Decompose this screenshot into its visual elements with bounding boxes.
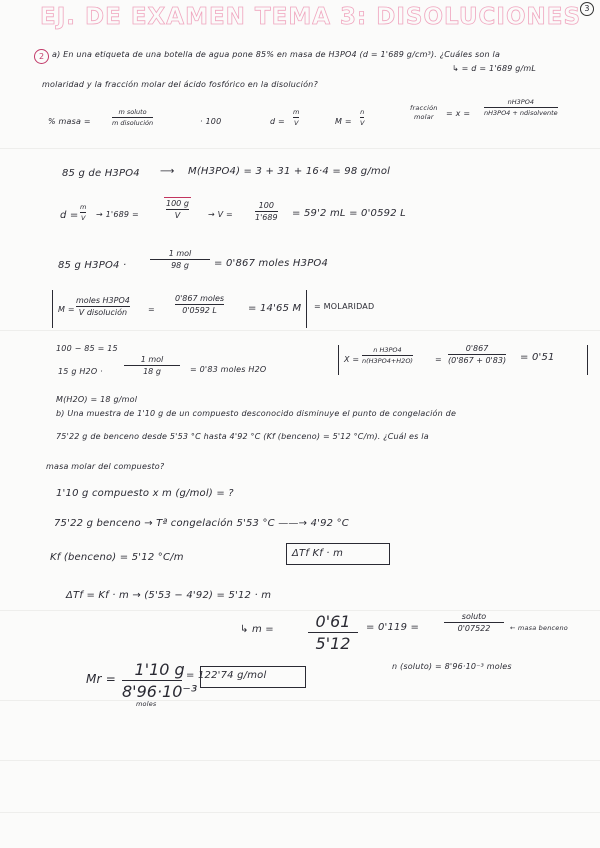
formula-x-den: nH3PO4 + ndisolvente	[484, 109, 558, 117]
formula-d-label: d =	[270, 117, 285, 126]
n-soluto: n (soluto) = 8'96·10⁻³ moles	[392, 662, 512, 671]
mr-label: Mr =	[86, 672, 116, 686]
formula-x-fraction	[484, 98, 558, 117]
step3-num: 1 mol	[168, 249, 192, 258]
step4-num2: 0'867 moles	[175, 294, 225, 303]
mr-result: = 122'74 g/mol	[186, 670, 267, 681]
eq2-arrow-label: ← masa benceno	[510, 624, 568, 632]
step1-right: M(H3PO4) = 3 + 31 + 16·4 = 98 g/mol	[188, 166, 391, 177]
molaridad-label: = MOLARIDAD	[314, 302, 375, 311]
part-b-statement-line1: b) Una muestra de 1'10 g de un compuesto desconocido disminuye el punto de congelación de	[56, 409, 457, 418]
step3-fraction	[150, 249, 210, 270]
formula-percent-label: % masa =	[48, 117, 91, 126]
step5-x-num: n H3PO4	[373, 346, 402, 354]
arrow-icon: ⟶	[160, 166, 175, 177]
ruled-line	[0, 700, 600, 701]
eq2-den: 5'12	[315, 634, 351, 653]
step5-x-den2: (0'867 + 0'83)	[448, 356, 507, 365]
ruled-line	[0, 812, 600, 813]
eq2-num: 0'61	[315, 612, 351, 631]
part-b-data3: Kf (benceno) = 5'12 °C/m	[50, 552, 184, 563]
step1-left: 85 g de H3PO4	[62, 168, 140, 179]
molarity-box-right	[306, 290, 307, 328]
formula-percent-num: m soluto	[118, 108, 147, 116]
formula-m-den: V	[360, 119, 365, 127]
step5-num: 1 mol	[140, 355, 164, 364]
formula-percent-fraction	[112, 108, 153, 127]
formula-percent-tail: · 100	[200, 117, 222, 126]
step3-result: = 0'867 moles H3PO4	[214, 258, 329, 269]
step4-m: M =	[58, 305, 75, 314]
formula-percent-den: m disolución	[112, 119, 154, 127]
step2-v: V	[80, 214, 86, 222]
step2-res-den: 1'689	[255, 213, 278, 222]
step4-fraction2	[175, 294, 224, 315]
ruled-line	[0, 148, 600, 149]
step4-eq: =	[148, 305, 155, 314]
step4-result: = 14'65 M	[248, 303, 302, 314]
part-a-statement-line1: a) En una etiqueta de una botella de agua pone 85% en masa de H3PO4 (d = 1'689 g/cm³). ¿Cuáles son la	[52, 50, 501, 59]
page-title: EJ. DE EXAMEN TEMA 3: DISOLUCIONES	[40, 4, 582, 30]
part-b-data2: 75'22 g benceno → Tª congelación 5'53 °C ——→ 4'92 °C	[54, 518, 349, 529]
problem-number: 2	[34, 49, 49, 64]
mr-num: 1'10 g	[134, 660, 185, 679]
boxed-formula-text: ΔTf Kf · m	[292, 548, 344, 559]
formula-x-label-bottom: molar	[414, 113, 434, 121]
step2-result-fraction	[255, 201, 278, 222]
step3-left: 85 g H3PO4 ·	[58, 260, 127, 271]
step4-den2: 0'0592 L	[182, 306, 217, 315]
formula-m-num: n	[360, 108, 365, 116]
step4-fraction	[76, 296, 130, 317]
part-b-eq1: ΔTf = Kf · m → (5'53 − 4'92) = 5'12 · m	[66, 590, 272, 601]
step4-den: V disolución	[78, 308, 128, 317]
eq2-prefix: ↳ m =	[240, 624, 274, 635]
step5-x-fraction	[362, 346, 413, 365]
eq2-den2: 0'07522	[457, 624, 491, 633]
step5-result: = 0'83 moles H2O	[190, 365, 267, 374]
page-number-mark: 3	[580, 2, 594, 16]
formula-d-den: V	[293, 119, 299, 127]
step5-x: X =	[344, 355, 360, 364]
step3-den: 98 g	[171, 261, 189, 270]
mr-den: 8'96·10⁻³	[122, 682, 198, 701]
step5-x-result: = 0'51	[520, 352, 555, 363]
part-a-density-note: ↳ = d = 1'689 g/mL	[452, 64, 537, 73]
step5-x-fraction2	[448, 344, 506, 365]
mr-den-unit: moles	[136, 700, 157, 708]
step5-den: 18 g	[143, 367, 161, 376]
formula-d-num: m	[293, 108, 300, 116]
step2-res-num: 100	[258, 201, 274, 210]
step5-m-h2o: M(H2O) = 18 g/mol	[56, 395, 138, 404]
ruled-line	[0, 760, 600, 761]
step2-d: d =	[60, 210, 79, 221]
ruled-line	[0, 610, 600, 611]
step5-fraction	[124, 355, 180, 376]
formula-x-label-top: fracción	[410, 104, 438, 112]
part-b-statement-line2: 75'22 g de benceno desde 5'53 °C hasta 4'92 °C (Kf (benceno) = 5'12 °C/m). ¿Cuál es la	[56, 432, 429, 441]
formula-x-eq: = x =	[446, 109, 471, 118]
step2-result: = 59'2 mL = 0'0592 L	[292, 208, 406, 219]
eq2-fraction	[308, 612, 358, 653]
step2-m: m	[80, 203, 87, 211]
part-b-data1: 1'10 g compuesto x m (g/mol) = ?	[56, 488, 234, 499]
step2-100g: 100 g	[166, 199, 189, 208]
formula-x-num: nH3PO4	[507, 98, 534, 106]
formula-d-fraction	[293, 108, 299, 127]
step5-x-eq: =	[435, 355, 442, 364]
step2-v2: V	[174, 211, 181, 220]
eq2-fraction2	[444, 612, 504, 633]
formula-m-fraction	[360, 108, 364, 127]
step5-left: 15 g H2O ·	[58, 367, 103, 376]
part-b-statement-line3: masa molar del compuesto?	[46, 462, 165, 471]
ruled-line	[0, 330, 600, 331]
step5-x-num2: 0'867	[465, 344, 489, 353]
step2-res-label: → V =	[208, 210, 233, 219]
step2-arrow: → 1'689 =	[96, 210, 139, 219]
step2-fraction-100	[164, 197, 191, 221]
step5-line1: 100 − 85 = 15	[56, 344, 118, 353]
part-a-statement-line2: molaridad y la fracción molar del ácido fosfórico en la disolución?	[42, 80, 318, 89]
formula-m-label: M =	[335, 117, 352, 126]
step4-num: moles H3PO4	[76, 296, 130, 305]
step5-x-den: n(H3PO4+H2O)	[362, 357, 413, 365]
eq2-num2: soluto	[461, 612, 487, 621]
eq2-eq: = 0'119 =	[366, 622, 420, 633]
step2-fraction	[80, 203, 86, 222]
